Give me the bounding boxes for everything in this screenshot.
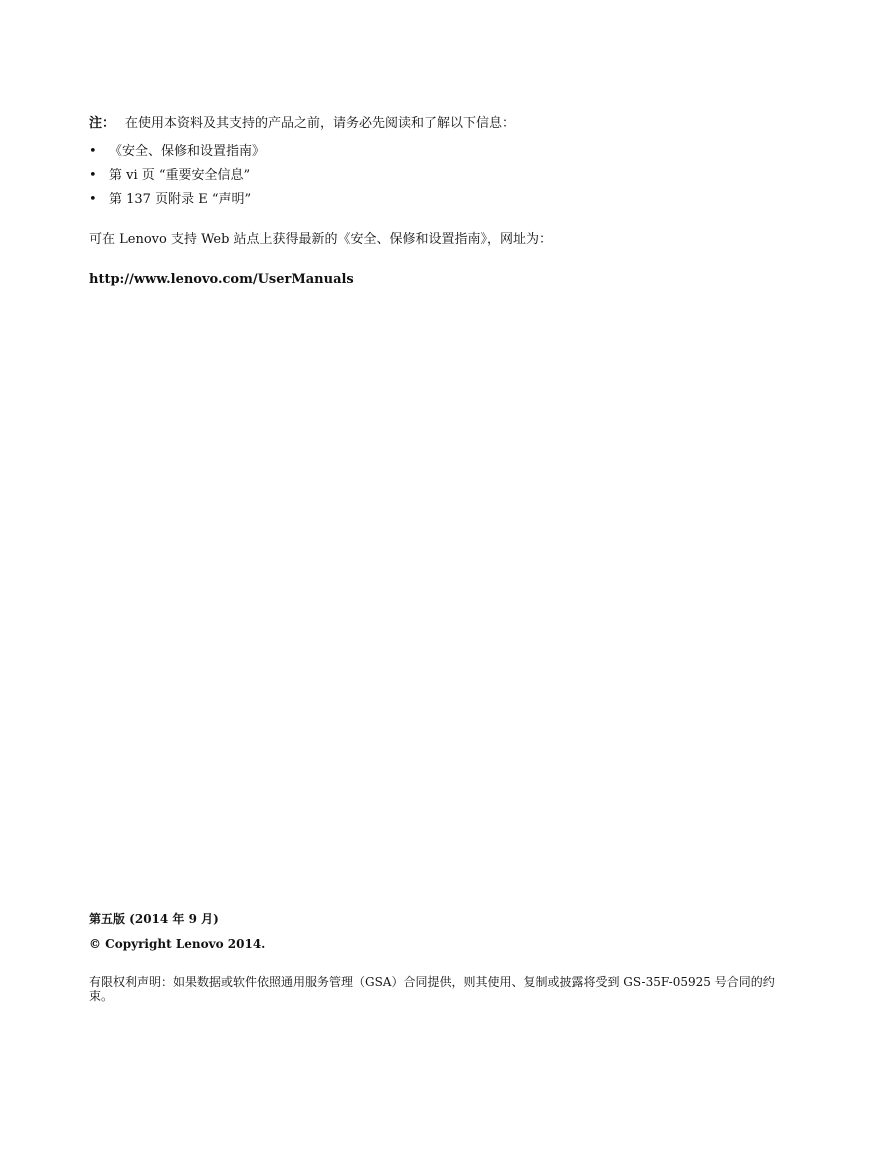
copyright-line: © Copyright Lenovo 2014. [89,937,266,951]
edition-line: 第五版 (2014 年 9 月) [89,912,219,926]
bullet-icon: • [89,192,97,207]
list-item [89,191,265,215]
list-item [89,143,265,167]
note-label: 注： [89,116,116,131]
note-paragraph [89,115,803,133]
reference-list [89,143,265,215]
restricted-rights-notice: 有限权利声明：如果数据或软件依照通用服务管理（GSA）合同提供，则其使用、复制或披露将受到 GS-35F-05925 号合同的约束。 [89,975,775,1003]
reference-text: 《安全、保修和设置指南》 [109,144,266,159]
reference-text: 第 137 页附录 E “声明” [109,192,252,207]
bullet-icon: • [89,144,97,159]
note-text: 在使用本资料及其支持的产品之前，请务必先阅读和了解以下信息： [125,116,516,131]
list-item [89,167,265,191]
availability-paragraph: 可在 Lenovo 支持 Web 站点上获得最新的《安全、保修和设置指南》，网址为： [89,232,553,247]
manuals-url-link[interactable]: http://www.lenovo.com/UserManuals [89,272,354,287]
reference-text: 第 vi 页 “重要安全信息” [109,168,251,183]
bullet-icon: • [89,168,97,183]
